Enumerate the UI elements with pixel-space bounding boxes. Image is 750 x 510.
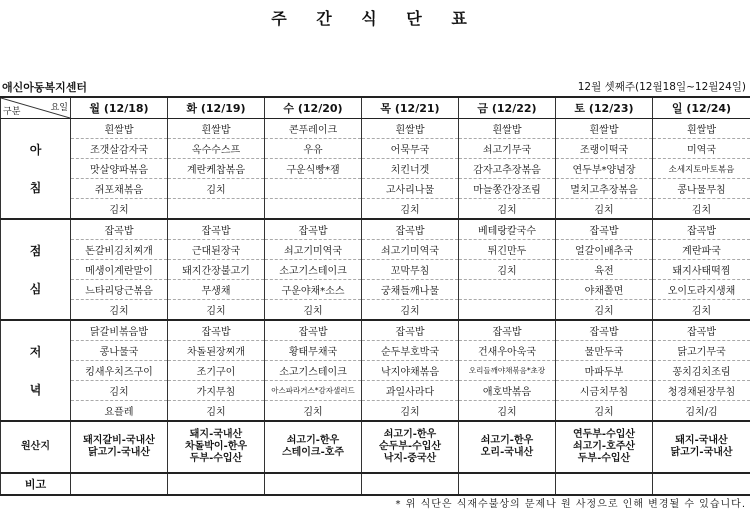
origin-cell (653, 421, 750, 473)
corner-cell (1, 97, 71, 119)
origin-label: 원산지 (1, 421, 71, 473)
menu-item: 애호박볶음 (459, 381, 556, 401)
origin-line: 닭고기-국내산 (71, 447, 167, 459)
menu-item: 김치 (265, 300, 362, 321)
menu-item: 멸치고추장볶음 (556, 179, 653, 199)
org-name: 애신아동복지센터 (2, 79, 87, 95)
menu-item: 연두부*양념장 (556, 159, 653, 179)
menu-item: 김치 (459, 260, 556, 280)
origin-line: 두부-수입산 (168, 453, 264, 465)
menu-item: 오이도라지생채 (653, 280, 750, 300)
dinner-row (1, 341, 750, 361)
menu-item: 김치 (459, 401, 556, 422)
origin-line: 순두부-수입산 (362, 441, 458, 453)
menu-item: 김치 (168, 401, 265, 422)
footnote: * 위 식단은 식재수불상의 문제나 원 사정으로 인해 변경될 수 있습니다. (396, 495, 746, 510)
origin-line: 연두부-수입산 (556, 429, 652, 441)
menu-item: 차돌된장찌개 (168, 341, 265, 361)
menu-item: 잡곡밥 (168, 219, 265, 240)
note-cell (362, 473, 459, 495)
day-header: 월 (12/18) (71, 97, 168, 119)
menu-item: 계란케찹볶음 (168, 159, 265, 179)
menu-item: 건새우아욱국 (459, 341, 556, 361)
note-cell (71, 473, 168, 495)
menu-item: 김치 (71, 381, 168, 401)
page-title: 주 간 식 단 표 (0, 6, 750, 29)
menu-item: 김치 (459, 199, 556, 220)
origin-line: 오리-국내산 (459, 447, 555, 459)
lunch-row (1, 240, 750, 260)
origin-line: 쇠고기-한우 (265, 435, 361, 447)
menu-item: 시금치무침 (556, 381, 653, 401)
note-cell (653, 473, 750, 495)
menu-item: 감자고추장볶음 (459, 159, 556, 179)
menu-item: 청경채된장무침 (653, 381, 750, 401)
menu-item: 가지무침 (168, 381, 265, 401)
menu-item: 콘푸레이크 (265, 119, 362, 139)
menu-item: 흰쌀밥 (168, 119, 265, 139)
dinner-row (1, 381, 750, 401)
menu-item: 잡곡밥 (168, 320, 265, 341)
menu-item: 소세지토마토볶음 (653, 159, 750, 179)
origin-cell (71, 421, 168, 473)
breakfast-label (1, 119, 71, 220)
origin-line: 닭고기-국내산 (653, 447, 750, 459)
menu-item: 콩나물무침 (653, 179, 750, 199)
breakfast-row (1, 179, 750, 199)
origin-cell (168, 421, 265, 473)
origin-cell (459, 421, 556, 473)
origin-line: 스테이크-호주 (265, 447, 361, 459)
menu-item: 김치 (362, 300, 459, 321)
breakfast-row (1, 199, 750, 220)
origin-cell (265, 421, 362, 473)
origin-cell (556, 421, 653, 473)
menu-item: 잡곡밥 (556, 320, 653, 341)
menu-item: 잡곡밥 (653, 320, 750, 341)
menu-item: 닭고기무국 (653, 341, 750, 361)
menu-item: 궁채들깨나물 (362, 280, 459, 300)
menu-item: 조기구이 (168, 361, 265, 381)
origin-cell (362, 421, 459, 473)
note-row (1, 473, 750, 495)
menu-item: 돼지사태떡찜 (653, 260, 750, 280)
dinner-row (1, 320, 750, 341)
menu-item: 육전 (556, 260, 653, 280)
corner-label-type: 구분 (3, 104, 20, 117)
menu-item: 물만두국 (556, 341, 653, 361)
menu-item: 구운식빵*잼 (265, 159, 362, 179)
menu-item: 쇠고기미역국 (265, 240, 362, 260)
menu-item: 얼갈이배추국 (556, 240, 653, 260)
menu-item: 킹새우치즈구이 (71, 361, 168, 381)
dinner-row (1, 401, 750, 422)
menu-item: 김치 (71, 300, 168, 321)
menu-item: 무생채 (168, 280, 265, 300)
menu-item: 오리들깨야채볶음*초장 (459, 361, 556, 381)
menu-item (265, 179, 362, 199)
menu-item (459, 280, 556, 300)
menu-item (168, 199, 265, 220)
menu-item: 고사리나물 (362, 179, 459, 199)
menu-item: 김치 (653, 300, 750, 321)
menu-item: 잡곡밥 (653, 219, 750, 240)
origin-line: 돼지-국내산 (653, 435, 750, 447)
day-header: 화 (12/19) (168, 97, 265, 119)
menu-item: 쥐포채볶음 (71, 179, 168, 199)
lunch-label-char: 심 (1, 270, 70, 308)
menu-item: 낙지야채볶음 (362, 361, 459, 381)
day-header: 목 (12/21) (362, 97, 459, 119)
menu-item: 꼬막무침 (362, 260, 459, 280)
menu-item: 흰쌀밥 (71, 119, 168, 139)
origin-line: 쇠고기-한우 (459, 435, 555, 447)
menu-item: 흰쌀밥 (653, 119, 750, 139)
menu-item: 흰쌀밥 (556, 119, 653, 139)
menu-item: 김치 (556, 300, 653, 321)
menu-item: 아스파라거스*감자샐러드 (265, 381, 362, 401)
breakfast-label-char: 침 (1, 169, 70, 207)
menu-item: 잡곡밥 (265, 320, 362, 341)
origin-line: 돼지-국내산 (168, 429, 264, 441)
menu-item: 소고기스테이크 (265, 361, 362, 381)
lunch-label-char: 점 (1, 232, 70, 270)
menu-item: 베테랑칼국수 (459, 219, 556, 240)
menu-item: 잡곡밥 (556, 219, 653, 240)
menu-item: 어묵무국 (362, 139, 459, 159)
note-cell (459, 473, 556, 495)
origin-line: 두부-수입산 (556, 453, 652, 465)
menu-item: 흰쌀밥 (362, 119, 459, 139)
day-header: 일 (12/24) (653, 97, 750, 119)
weekly-menu-table (0, 96, 750, 496)
menu-item: 김치 (168, 179, 265, 199)
note-cell (265, 473, 362, 495)
menu-item: 잡곡밥 (362, 320, 459, 341)
menu-item: 튀긴만두 (459, 240, 556, 260)
menu-item: 김치 (168, 300, 265, 321)
menu-item (265, 199, 362, 220)
origin-line: 쇠고기-호주산 (556, 441, 652, 453)
menu-item: 꽁치김치조림 (653, 361, 750, 381)
menu-item: 김치 (556, 199, 653, 220)
week-period: 12월 셋째주(12월18일~12월24일) (578, 79, 746, 94)
menu-item: 잡곡밥 (265, 219, 362, 240)
menu-item: 과일사라다 (362, 381, 459, 401)
menu-item: 쇠고기무국 (459, 139, 556, 159)
menu-body (1, 119, 750, 496)
menu-item: 계란파국 (653, 240, 750, 260)
note-cell (556, 473, 653, 495)
dinner-row (1, 361, 750, 381)
menu-item: 조갯살감자국 (71, 139, 168, 159)
breakfast-row (1, 159, 750, 179)
menu-item: 순두부호박국 (362, 341, 459, 361)
origin-row (1, 421, 750, 473)
menu-item: 마늘쫑간장조림 (459, 179, 556, 199)
menu-item: 돼지간장불고기 (168, 260, 265, 280)
menu-item: 치킨너겟 (362, 159, 459, 179)
header-row (1, 97, 750, 119)
menu-item: 구운야채*소스 (265, 280, 362, 300)
menu-item: 김치/김 (653, 401, 750, 422)
menu-item: 맛살양파볶음 (71, 159, 168, 179)
menu-item: 황태무채국 (265, 341, 362, 361)
day-header: 수 (12/20) (265, 97, 362, 119)
menu-item: 조랭이떡국 (556, 139, 653, 159)
lunch-row (1, 280, 750, 300)
lunch-row (1, 300, 750, 321)
corner-label-day: 요일 (51, 100, 68, 113)
menu-item: 흰쌀밥 (459, 119, 556, 139)
menu-item: 김치 (265, 401, 362, 422)
menu-item: 잡곡밥 (362, 219, 459, 240)
menu-item (459, 300, 556, 321)
day-header: 금 (12/22) (459, 97, 556, 119)
menu-item: 메생이계란말이 (71, 260, 168, 280)
menu-item: 잡곡밥 (71, 219, 168, 240)
origin-line: 낙지-중국산 (362, 453, 458, 465)
menu-item: 쇠고기미역국 (362, 240, 459, 260)
breakfast-row (1, 139, 750, 159)
day-header: 토 (12/23) (556, 97, 653, 119)
lunch-label (1, 219, 71, 320)
origin-line: 돼지갈비-국내산 (71, 435, 167, 447)
menu-item: 닭갈비볶음밥 (71, 320, 168, 341)
menu-item: 우유 (265, 139, 362, 159)
menu-item: 김치 (362, 199, 459, 220)
lunch-row (1, 260, 750, 280)
menu-item: 김치 (362, 401, 459, 422)
menu-item: 잡곡밥 (459, 320, 556, 341)
menu-item: 콩나물국 (71, 341, 168, 361)
menu-item: 김치 (556, 401, 653, 422)
note-cell (168, 473, 265, 495)
breakfast-label-char: 아 (1, 131, 70, 169)
menu-item: 소고기스테이크 (265, 260, 362, 280)
breakfast-row (1, 119, 750, 139)
dinner-label-char: 저 (1, 333, 70, 371)
lunch-row (1, 219, 750, 240)
menu-item: 옥수수스프 (168, 139, 265, 159)
menu-item: 미역국 (653, 139, 750, 159)
note-label: 비고 (1, 473, 71, 495)
menu-item: 마파두부 (556, 361, 653, 381)
menu-item: 야채쫄면 (556, 280, 653, 300)
menu-item: 돈갈비김치찌개 (71, 240, 168, 260)
dinner-label-char: 녁 (1, 371, 70, 409)
menu-item: 요플레 (71, 401, 168, 422)
origin-line: 차돌박이-한우 (168, 441, 264, 453)
origin-line: 쇠고기-한우 (362, 429, 458, 441)
menu-item: 김치 (71, 199, 168, 220)
menu-item: 김치 (653, 199, 750, 220)
menu-item: 느타리당근볶음 (71, 280, 168, 300)
dinner-label (1, 320, 71, 421)
menu-item: 근대된장국 (168, 240, 265, 260)
